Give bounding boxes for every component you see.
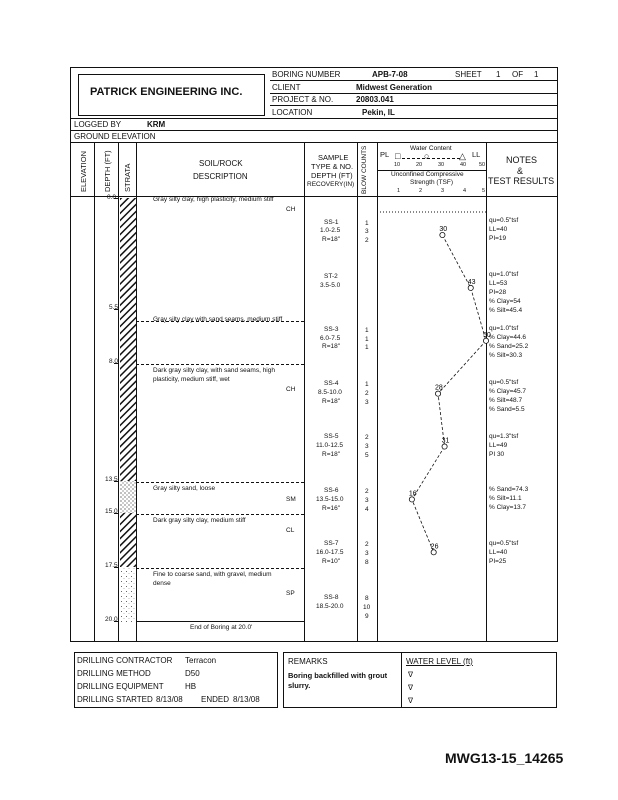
blow-count: 3 [365,550,369,557]
column-water-content: Water Content [410,145,452,152]
logged-by-label: LOGGED BY [74,120,122,129]
strata-description: Dark gray silty clay, with sand seams, high [153,367,275,374]
sheet-number: 1 [496,70,501,79]
blow-count: 1 [365,381,369,388]
water-level-symbol-icon: ∇ [408,683,414,692]
note-line: PI=19 [489,235,507,242]
column-elevation: ELEVATION [79,151,88,192]
note-line: LL=40 [489,226,508,233]
note-line: LL=53 [489,280,508,287]
ucs-tick-label: 3 [441,188,445,194]
sheet-of: OF [512,70,524,79]
depth-mark: 17.5 [105,562,118,569]
blow-count: 2 [365,541,369,548]
depth-mark: 0.0 [107,194,117,201]
boring-number-label: BORING NUMBER [272,70,341,79]
note-line: qu=1.0"tsf [489,325,519,332]
ucs-tick-label: 5 [482,188,486,194]
blow-count: 2 [365,488,369,495]
sample-id: SS-6 [324,487,339,494]
note-line: % Clay=54 [489,298,521,305]
drilling-started-value: 8/13/08 [156,695,183,704]
water-content-data-label: 31 [441,437,450,445]
ll-triangle-icon: △ [459,151,466,161]
blow-count: 5 [365,452,369,459]
column-description-2: DESCRIPTION [193,172,248,181]
sample-depth: 16.0-17.5 [316,549,344,556]
drilling-method-label: DRILLING METHOD [77,669,151,678]
note-line: qu=0.5"tsf [489,217,519,224]
column-ucs-2: Strength (TSF) [410,179,453,186]
ended-value: 8/13/08 [233,695,260,704]
column-notes-3: TEST RESULTS [488,176,555,186]
strata-uscs: CH [286,386,296,393]
sample-id: ST-2 [324,273,338,280]
blow-count: 2 [365,390,369,397]
remarks-label: REMARKS [288,657,328,666]
strata-uscs: CH [286,206,296,213]
note-line: qu=0.5"tsf [489,540,519,547]
drilling-contractor-value: Terracon [185,656,217,665]
water-content-point [483,338,488,343]
blow-count: 10 [363,604,371,611]
remarks-divider [401,652,402,708]
blow-count: 3 [365,443,369,450]
sample-id: SS-7 [324,540,339,547]
water-level-label: WATER LEVEL (ft) [406,657,473,666]
strata-description: Gray silty clay with sand seams, medium stiff [153,316,283,323]
sample-depth: 18.5-20.0 [316,603,344,610]
location-label: LOCATION [272,108,313,117]
note-line: % Silt=30.3 [489,352,523,359]
water-content-circle-icon: ○ [424,151,430,161]
note-line: % Clay=44.6 [489,334,527,341]
column-ll: LL [472,150,481,159]
note-line: LL=49 [489,442,508,449]
depth-mark: 5.5 [109,304,119,311]
sample-id: SS-5 [324,433,339,440]
column-strata: STRATA [123,163,132,192]
drilling-contractor-label: DRILLING CONTRACTOR [77,656,173,665]
blow-count: 1 [365,327,369,334]
water-content-data-label: 16 [408,490,417,498]
strata-description: plasticity, medium stiff, wet [153,376,230,383]
blow-count: 2 [365,237,369,244]
remarks-line: slurry. [288,681,311,690]
wc-tick-label: 40 [460,162,467,168]
strata-description: Fine to coarse sand, with gravel, medium [153,571,272,578]
depth-mark: 13.5 [105,476,118,483]
sample-id: SS-4 [324,380,339,387]
company-name: PATRICK ENGINEERING INC. [90,86,243,98]
blow-count: 1 [365,344,369,351]
water-level-symbol-icon: ∇ [408,670,414,679]
water-content-data-label: 30 [439,226,448,234]
sheet-label: SHEET [455,70,482,79]
water-content-data-label: 50 [483,331,491,339]
note-line: % Clay=45.7 [489,388,527,395]
blow-count: 2 [365,434,369,441]
blow-count: 4 [365,506,369,513]
sample-recovery: R=16" [322,505,341,512]
note-line: qu=0.5"tsf [489,379,519,386]
note-line: PI 30 [489,451,505,458]
column-notes-1: NOTES [506,155,538,165]
water-content-point [409,497,414,502]
project-label: PROJECT & NO. [272,95,334,104]
note-line: PI=25 [489,558,507,565]
depth-mark: 8.0 [109,358,119,365]
sample-depth: 13.5-15.0 [316,496,344,503]
sample-depth: 3.5-5.0 [320,282,341,289]
boring-number: APB-7-08 [372,70,408,79]
strata-description: dense [153,580,171,587]
sample-depth: 8.5-10.0 [318,389,342,396]
column-sample-3: DEPTH (FT) [311,171,353,180]
blow-count: 3 [365,399,369,406]
water-content-point [442,444,447,449]
note-line: LL=40 [489,549,508,556]
water-content-data-label: 43 [467,278,476,286]
strata-description: Dark gray silty clay, medium stiff [153,517,246,524]
remarks-line: Boring backfilled with grout [288,671,388,680]
water-content-data-label: 28 [435,384,443,392]
wc-tick-label: 30 [438,162,445,168]
column-sample-1: SAMPLE [318,153,349,162]
water-content-data-label: 26 [430,543,439,551]
note-line: PI=28 [489,289,507,296]
column-notes-2: & [517,166,524,176]
sample-id: SS-1 [324,219,339,226]
strata-uscs: CL [286,527,295,534]
note-line: % Silt=11.1 [489,495,522,502]
blow-count: 3 [365,497,369,504]
wc-tick-label: 10 [394,162,401,168]
client-value: Midwest Generation [356,83,433,92]
drilling-started-label: DRILLING STARTED [77,695,153,704]
column-pl: PL [380,150,390,159]
sample-recovery: R=18" [322,398,341,405]
sample-depth: 1.0-2.5 [320,227,341,234]
blow-count: 9 [365,613,369,620]
ucs-tick-label: 4 [463,188,467,194]
note-line: qu=1.0"tsf [489,271,519,278]
column-sample-2: TYPE & NO. [311,162,354,171]
water-content-point [435,391,440,396]
logged-by-value: KRM [147,120,166,129]
sample-depth: 11.0-12.5 [316,442,343,449]
ucs-tick-label: 1 [397,188,401,194]
sample-recovery: R=10" [322,558,341,565]
water-content-point [431,550,436,555]
ucs-tick-label: 2 [419,188,423,194]
column-ucs-1: Unconfined Compressive [391,171,464,178]
note-line: % Sand=74.3 [489,486,529,493]
water-content-point [440,232,445,237]
strata-uscs: SM [286,496,296,503]
blow-count: 8 [365,595,369,602]
wc-tick-label: 50 [479,162,486,168]
document-id: MWG13-15_14265 [445,750,564,766]
location-value: Pekin, IL [362,108,395,117]
blow-count: 8 [365,559,369,566]
wc-tick-label: 20 [416,162,423,168]
drilling-equipment-value: HB [185,682,197,691]
column-description-1: SOIL/ROCK [199,159,243,168]
pl-bracket-icon: □ [395,151,401,161]
note-line: qu=1.3"tsf [489,433,519,440]
sample-depth: 6.0-7.5 [320,335,341,342]
blow-count: 1 [365,336,369,343]
note-line: % Silt=45.4 [489,307,523,314]
column-blow-counts: BLOW COUNTS [361,145,368,194]
note-line: % Clay=13.7 [489,504,527,511]
drilling-method-value: D50 [185,669,200,678]
strata-description: Gray silty sand, loose [153,485,216,492]
note-line: % Sand=5.5 [489,406,525,413]
column-sample-4: RECOVERY(IN) [307,181,355,188]
ended-label: ENDED [201,695,230,704]
client-label: CLIENT [272,83,301,92]
blow-count: 3 [365,228,369,235]
depth-mark: 20.0 [105,616,118,623]
project-value: 20803.041 [356,95,394,104]
ground-elevation-label: GROUND ELEVATION [74,132,156,141]
blow-count: 1 [365,220,369,227]
depth-mark: 15.0 [105,508,118,515]
sample-recovery: R=18" [322,343,341,350]
end-of-boring: End of Boring at 20.0' [190,624,253,631]
sample-id: SS-8 [324,594,339,601]
water-content-point [468,285,473,290]
sheet-total: 1 [534,70,539,79]
sample-id: SS-3 [324,326,339,333]
column-depth: DEPTH (FT) [103,150,112,192]
strata-description: Gray silty clay, high plasticity, medium stiff [153,196,274,203]
drilling-equipment-label: DRILLING EQUIPMENT [77,682,164,691]
note-line: % Silt=48.7 [489,397,523,404]
sample-recovery: R=18" [322,451,341,458]
sample-recovery: R=18" [322,236,341,243]
strata-uscs: SP [286,590,295,597]
note-line: % Sand=25.2 [489,343,529,350]
water-level-symbol-icon: ∇ [408,696,414,705]
